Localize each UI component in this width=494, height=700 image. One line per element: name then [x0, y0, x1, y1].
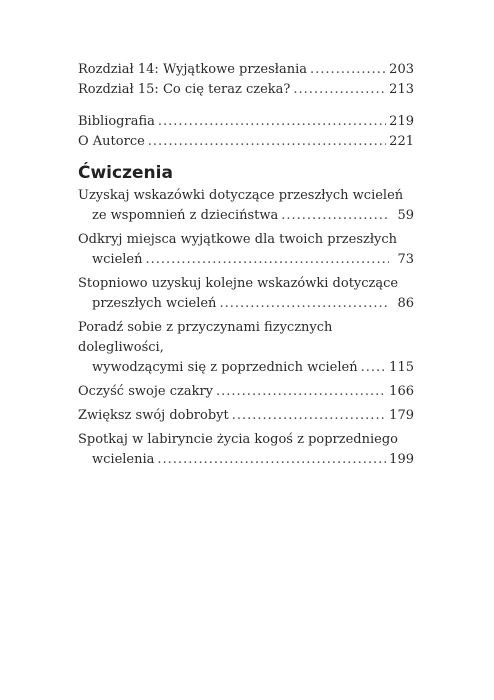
backmatter-list — [78, 112, 414, 152]
toc-entry-title-line1: Spotkaj w labiryncie życia kogoś z poprzedniego — [78, 432, 398, 447]
toc-entry-title: Rozdział 15: Co cię teraz czeka? — [78, 82, 291, 97]
toc-entry-exercise[interactable] — [78, 318, 414, 378]
toc-entry-exercise[interactable] — [78, 230, 414, 270]
leader-dots — [232, 406, 386, 426]
toc-entry-title-line2: wcielenia — [92, 452, 155, 467]
toc-entry-title: Bibliografia — [78, 114, 155, 129]
toc-entry-title-line2: wywodzącymi się z poprzednich wcieleń — [92, 360, 358, 375]
chapter-list — [78, 60, 414, 100]
leader-dots — [310, 60, 386, 80]
toc-entry-title: O Autorce — [78, 134, 145, 149]
toc-entry-page: 166 — [389, 384, 414, 399]
toc-entry-exercise[interactable] — [78, 186, 414, 226]
leader-dots — [216, 382, 386, 402]
toc-entry-page: 199 — [389, 452, 414, 467]
toc-entry-page: 219 — [389, 114, 414, 129]
toc-entry-page: 203 — [389, 62, 414, 77]
toc-entry-title-line2: przeszłych wcieleń — [92, 296, 217, 311]
toc-entry-exercise[interactable] — [78, 430, 414, 470]
leader-dots — [293, 80, 386, 100]
toc-entry-title-line2: ze wspomnień z dzieciństwa — [92, 208, 279, 223]
toc-entry-page: 59 — [397, 208, 414, 223]
leader-dots — [148, 132, 386, 152]
toc-entry-page: 213 — [389, 82, 414, 97]
leader-dots — [157, 450, 386, 470]
exercises-heading: Ćwiczenia — [78, 163, 173, 183]
toc-entry-title-line1: Poradź sobie z przyczynami fizycznych dolegliwości, — [78, 320, 333, 355]
toc-entry-exercise[interactable] — [78, 274, 414, 314]
toc-entry-page: 73 — [397, 252, 414, 267]
toc-entry-title: Oczyść swoje czakry — [78, 384, 214, 399]
toc-entry-title-line1: Odkryj miejsca wyjątkowe dla twoich przeszłych — [78, 232, 398, 247]
toc-entry-page: 115 — [389, 360, 414, 375]
toc-entry-page: 221 — [389, 134, 414, 149]
toc-entry-exercise[interactable] — [78, 382, 414, 402]
exercise-list — [78, 186, 414, 470]
toc-entry-title-line2: wcieleń — [92, 252, 143, 267]
toc-entry-chapter-14[interactable] — [78, 60, 414, 80]
toc-entry-page: 179 — [389, 408, 414, 423]
toc-entry-page: 86 — [397, 296, 414, 311]
leader-dots — [219, 294, 389, 314]
leader-dots — [145, 250, 389, 270]
toc-entry-about-author[interactable] — [78, 132, 414, 152]
toc-entry-title-line1: Stopniowo uzyskuj kolejne wskazówki dotyczące — [78, 276, 399, 291]
toc-entry-title: Zwiększ swój dobrobyt — [78, 408, 229, 423]
toc-entry-bibliography[interactable] — [78, 112, 414, 132]
leader-dots — [361, 358, 387, 378]
toc-entry-title-line1: Uzyskaj wskazówki dotyczące przeszłych wcieleń — [78, 188, 404, 203]
toc-entry-exercise[interactable] — [78, 406, 414, 426]
leader-dots — [158, 112, 386, 132]
leader-dots — [281, 206, 389, 226]
toc-entry-title: Rozdział 14: Wyjątkowe przesłania — [78, 62, 308, 77]
toc-entry-chapter-15[interactable] — [78, 80, 414, 100]
table-of-contents — [78, 60, 414, 474]
